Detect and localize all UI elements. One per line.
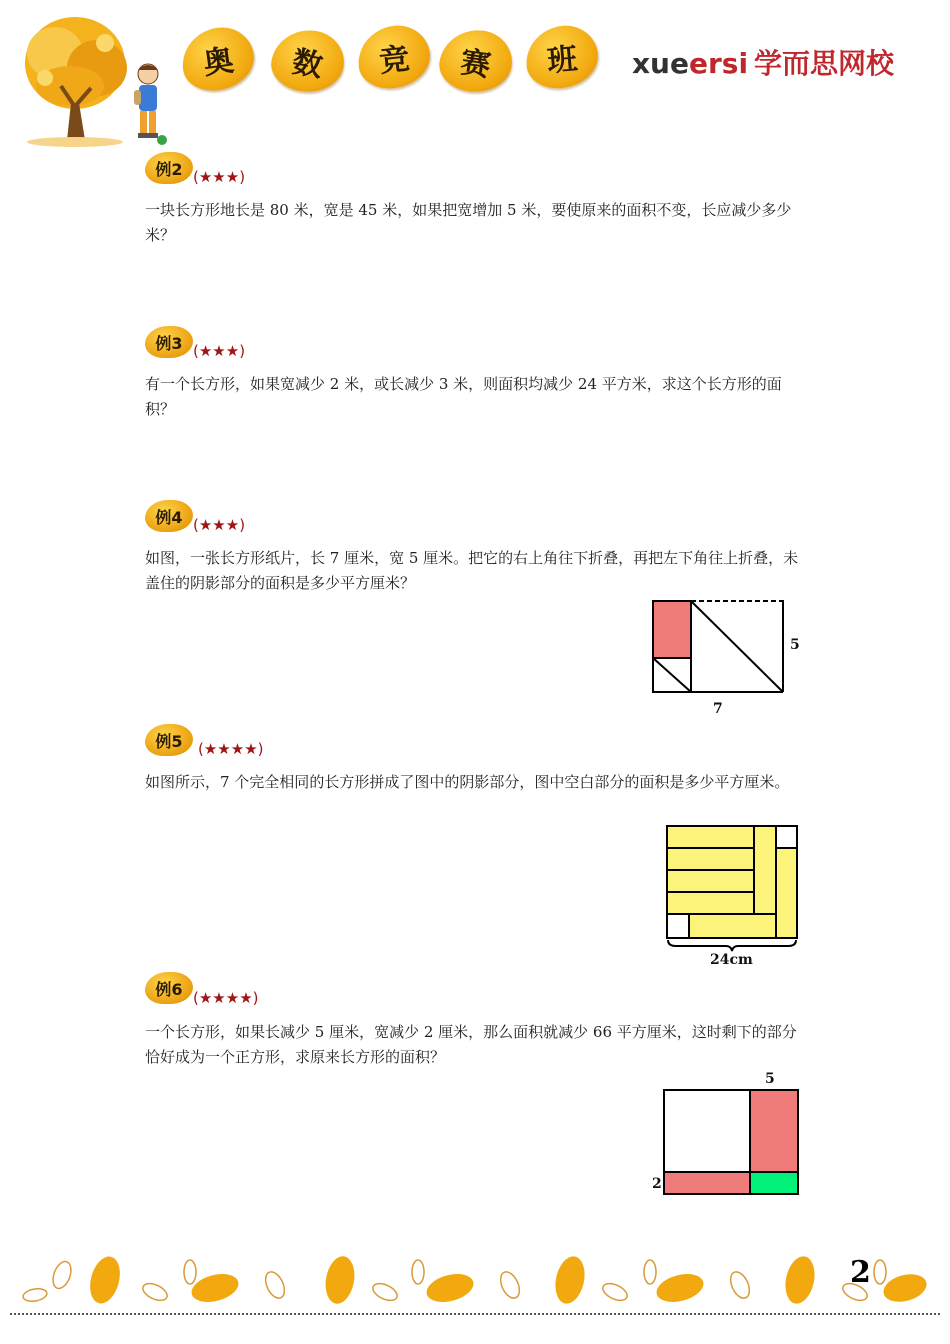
example-badge: 例3 [145, 326, 193, 358]
figure-height-label: 5 [790, 637, 800, 653]
shaded-region [653, 601, 691, 658]
blank-square-bottom [667, 914, 689, 938]
banner-leaf-3: 竞 [355, 22, 433, 91]
difficulty-stars: (★★★★) [193, 989, 259, 1007]
figure-side-label: 2 [652, 1176, 662, 1192]
difficulty-stars: (★★★) [193, 168, 246, 186]
difficulty-stars: (★★★★) [198, 740, 264, 758]
figure-length-label: 7 [713, 701, 723, 717]
problem-text: 如图，一张长方形纸片，长 7 厘米，宽 5 厘米。把它的右上角往下折叠，再把左下角往上折叠，未盖住的阴影部分的面积是多少平方厘米？ [145, 549, 799, 592]
square-rectangle-figure [662, 1088, 802, 1198]
difficulty-stars: (★★★) [193, 342, 246, 360]
folded-paper-figure [650, 598, 786, 696]
problem-text: 一个长方形，如果长减少 5 厘米，宽减少 2 厘米，那么面积就减少 66 平方厘米，这时剩下的部分恰好成为一个正方形，求原来长方形的面积？ [145, 1023, 797, 1066]
leaf-border-icon [10, 1250, 940, 1312]
example-badge: 例5 [145, 724, 193, 756]
page-number: 2 [850, 1255, 871, 1290]
problem-text: 有一个长方形，如果宽减少 2 米，或长减少 3 米，则面积均减少 24 平方米，求这个长方形的面积？ [145, 375, 782, 418]
red-strip-bottom [664, 1172, 750, 1194]
brand-logo: xueersi 学而思网校 [632, 47, 895, 80]
problem-text: 如图所示，7 个完全相同的长方形拼成了图中的阴影部分，图中空白部分的面积是多少平方厘米。 [145, 773, 790, 791]
footer-divider [10, 1313, 940, 1315]
banner-leaf-4: 赛 [436, 25, 516, 96]
banner-leaf-5: 班 [523, 23, 600, 91]
blank-square-top [776, 826, 797, 848]
boy-figure-icon [130, 60, 172, 150]
banner-leaf-1: 奥 [178, 23, 258, 94]
rectangles-tiling-figure [664, 824, 802, 954]
difficulty-stars: (★★★) [193, 516, 246, 534]
problem-text: 一块长方形地长是 80 米，宽是 45 米，如果把宽增加 5 米，要使原来的面积不变，长应减少多少米？ [145, 201, 792, 244]
autumn-tree-icon [15, 8, 140, 153]
example-badge: 例2 [145, 152, 193, 184]
figure-width-label: 24cm [710, 952, 753, 968]
figure-top-label: 5 [765, 1071, 775, 1087]
example-badge: 例4 [145, 500, 193, 532]
red-strip-right [750, 1090, 798, 1172]
green-corner [750, 1172, 798, 1194]
example-badge: 例6 [145, 972, 193, 1004]
banner-leaf-2: 数 [267, 24, 349, 98]
